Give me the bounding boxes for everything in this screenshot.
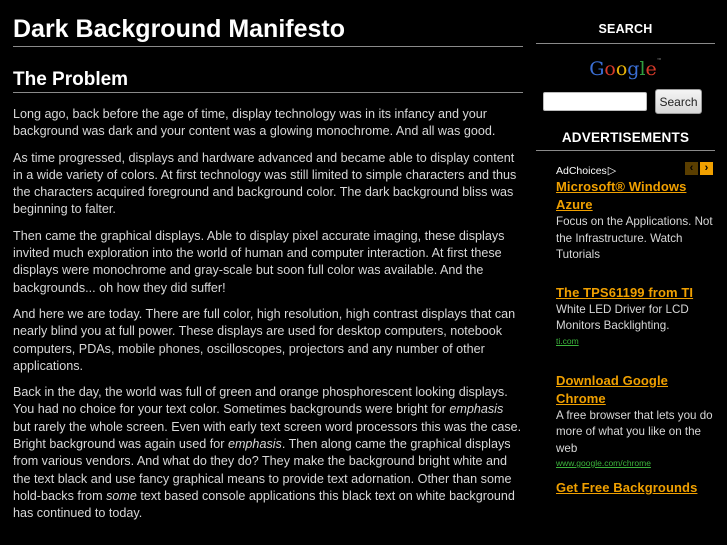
ad-title-link[interactable]: The TPS61199 from TI xyxy=(556,284,694,300)
paragraph-1: Long ago, back before the age of time, display technology was in its infancy and your background was dark and your content was a glowing monochrome. And all was good. xyxy=(13,107,496,139)
adchoices-label: AdChoices xyxy=(556,165,607,177)
search-heading: SEARCH xyxy=(536,22,715,44)
emphasis-text: some xyxy=(106,488,137,503)
logo-letter: o xyxy=(615,58,628,80)
chevron-right-icon[interactable]: › xyxy=(700,162,713,175)
text-span: but rarely the whole screen. Even with early text screen word processors this was the case. Bright background was again used for xyxy=(13,419,522,452)
ad-item xyxy=(556,178,715,264)
paragraph-4: And here we are today. There are full color, high resolution, high contrast displays that can nearly blind you at full power. These displays are used for desktop computers, notebook computers, PDAs, mobile phones, oscilloscopes, projectors and any number of other applications. xyxy=(13,306,516,373)
logo-letter: g xyxy=(627,58,640,80)
ad-url-link[interactable]: ti.com xyxy=(556,335,579,346)
ad-navigation xyxy=(685,162,713,175)
ad-item xyxy=(556,372,715,470)
adchoices-row xyxy=(556,161,715,177)
site-title: Dark Background Manifesto xyxy=(13,0,523,47)
paragraph-5 xyxy=(13,384,523,522)
advertisements-heading: ADVERTISEMENTS xyxy=(536,128,715,151)
adchoices-icon: ▷ xyxy=(607,165,617,177)
ad-description: Focus on the Applications. Not the Infrastructure. Watch Tutorials xyxy=(556,215,713,261)
paragraph-2: As time progressed, displays and hardware advanced and became able to display content in a wide variety of colors. At first technology was still limited to simple characters and thus the characters acquired foreground and background color. The dark background bliss was beginning to falter. xyxy=(13,150,517,217)
search-button[interactable]: Search xyxy=(655,89,702,114)
logo-letter: l xyxy=(639,58,646,80)
main-content xyxy=(13,0,523,523)
google-logo xyxy=(536,58,715,82)
ads-block xyxy=(536,161,715,497)
text-span: . Then along came the graphical displays from various vendors. And what do they do? They make the background bright white and the text black and use fancy graphical means to provide text adornation. Other than some hold-backs from xyxy=(13,437,512,503)
logo-letter: G xyxy=(589,58,605,80)
text-span: Back in the day, the world was full of green and orange phosphorescent looking displays. You had no choice for your text color. Sometimes backgrounds were bright for xyxy=(13,385,508,417)
chevron-left-icon[interactable]: ‹ xyxy=(685,162,698,175)
adchoices-link[interactable] xyxy=(556,165,616,177)
ad-item xyxy=(556,479,715,497)
ad-title-link[interactable]: Microsoft® Windows Azure xyxy=(556,179,687,212)
text-span: text based console applications this black text on white background has continued to today. xyxy=(13,488,515,521)
search-form xyxy=(536,89,715,114)
logo-letter: o xyxy=(604,58,616,80)
trademark-mark: ™ xyxy=(656,58,662,64)
ad-title-link[interactable]: Download Google Chrome xyxy=(556,372,668,406)
logo-letter: e xyxy=(645,58,657,80)
section-title: The Problem xyxy=(13,68,523,93)
ad-url-link[interactable]: www.google.com/chrome xyxy=(556,458,651,468)
sidebar xyxy=(536,0,715,509)
emphasis-text: emphasis xyxy=(227,437,282,452)
ad-description: White LED Driver for LCD Monitors Backlighting. xyxy=(556,302,689,332)
paragraph-3: Then came the graphical displays. Able to display pixel accurate imaging, these displays invited much exploration into the world of human and computer interaction. At first these displays were monochrome and gray-scale but soon full color was available. And the backgrounds... oh how they did suffer! xyxy=(13,228,505,295)
ad-title-link[interactable]: Get Free Backgrounds xyxy=(556,480,698,495)
emphasis-text: emphasis xyxy=(449,402,504,417)
search-input[interactable] xyxy=(543,92,647,111)
ad-description: A free browser that lets you do more of what you like on the web xyxy=(556,408,713,455)
ad-item xyxy=(556,284,715,347)
